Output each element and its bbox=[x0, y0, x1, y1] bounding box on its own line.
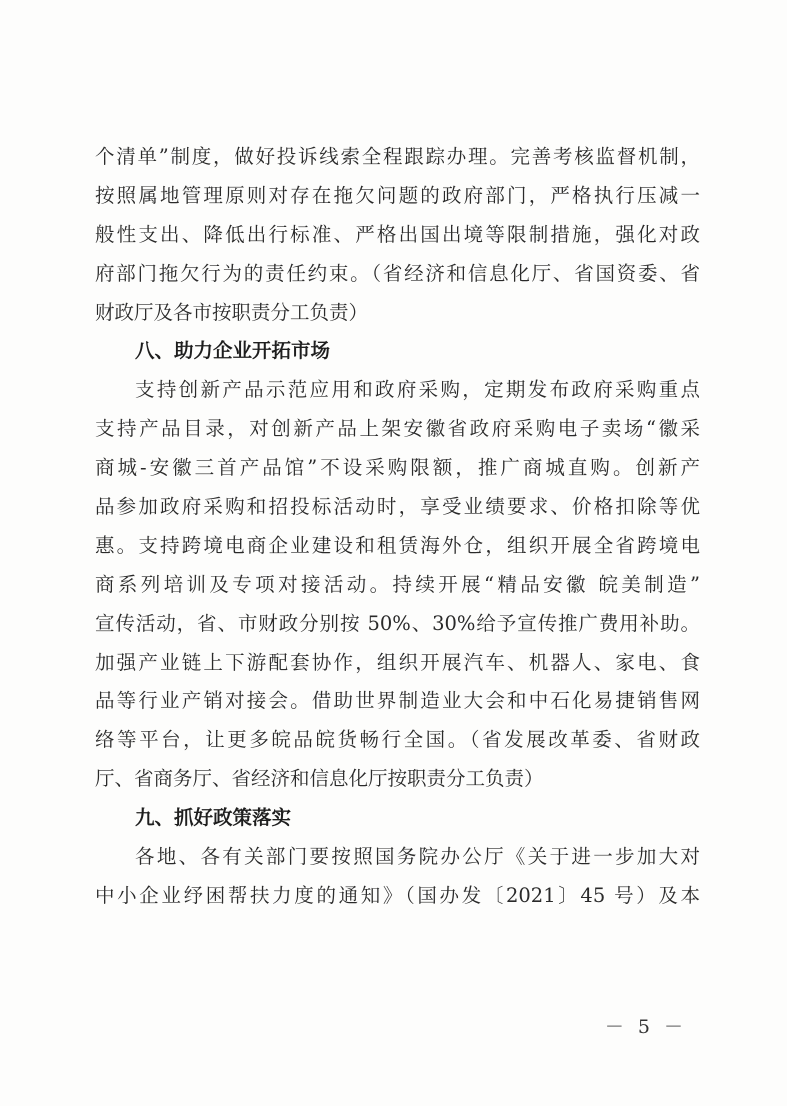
paragraph-line: 各地、各有关部门要按照国务院办公厅《关于进一步加大对 bbox=[135, 845, 700, 869]
paragraph-line: 络等平台，让更多皖品皖货畅行全国。（省发展改革委、省财政 bbox=[95, 728, 700, 752]
paragraph-line: 品参加政府采购和招投标活动时，享受业绩要求、价格扣除等优 bbox=[95, 495, 700, 519]
paragraph-line: 支持创新产品示范应用和政府采购，定期发布政府采购重点 bbox=[135, 378, 700, 402]
paragraph-line: 府部门拖欠行为的责任约束。（省经济和信息化厅、省国资委、省 bbox=[95, 261, 700, 285]
document-body bbox=[95, 138, 700, 916]
paragraph-line: 按照属地管理原则对存在拖欠问题的政府部门，严格执行压减一 bbox=[95, 183, 700, 207]
paragraph-line: 商系列培训及专项对接活动。持续开展“精品安徽 皖美制造” bbox=[95, 572, 700, 596]
page-number: － 5 － bbox=[604, 1016, 687, 1038]
paragraph-line: 商城-安徽三首产品馆”不设采购限额，推广商城直购。创新产 bbox=[95, 456, 700, 480]
section-heading-9: 九、抓好政策落实 bbox=[135, 806, 292, 830]
paragraph-line: 中小企业纾困帮扶力度的通知》（国办发〔2021〕45 号）及本 bbox=[95, 883, 700, 907]
paragraph-line: 厅、省商务厅、省经济和信息化厅按职责分工负责） bbox=[95, 767, 544, 791]
paragraph-line: 宣传活动，省、市财政分别按 50%、30%给予宣传推广费用补助。 bbox=[95, 611, 700, 635]
paragraph-line: 个清单”制度，做好投诉线索全程跟踪办理。完善考核监督机制， bbox=[95, 145, 700, 168]
paragraph-line: 支持产品目录，对创新产品上架安徽省政府采购电子卖场“徽采 bbox=[95, 417, 700, 441]
section-heading-8: 八、助力企业开拓市场 bbox=[135, 339, 331, 363]
paragraph-line: 加强产业链上下游配套协作，组织开展汽车、机器人、家电、食 bbox=[95, 650, 700, 674]
paragraph-line: 品等行业产销对接会。借助世界制造业大会和中石化易捷销售网 bbox=[95, 689, 700, 713]
paragraph-line: 财政厅及各市按职责分工负责） bbox=[95, 300, 369, 324]
paragraph-line: 惠。支持跨境电商企业建设和租赁海外仓，组织开展全省跨境电 bbox=[95, 533, 700, 557]
paragraph-line: 般性支出、降低出行标准、严格出国出境等限制措施，强化对政 bbox=[95, 222, 700, 246]
